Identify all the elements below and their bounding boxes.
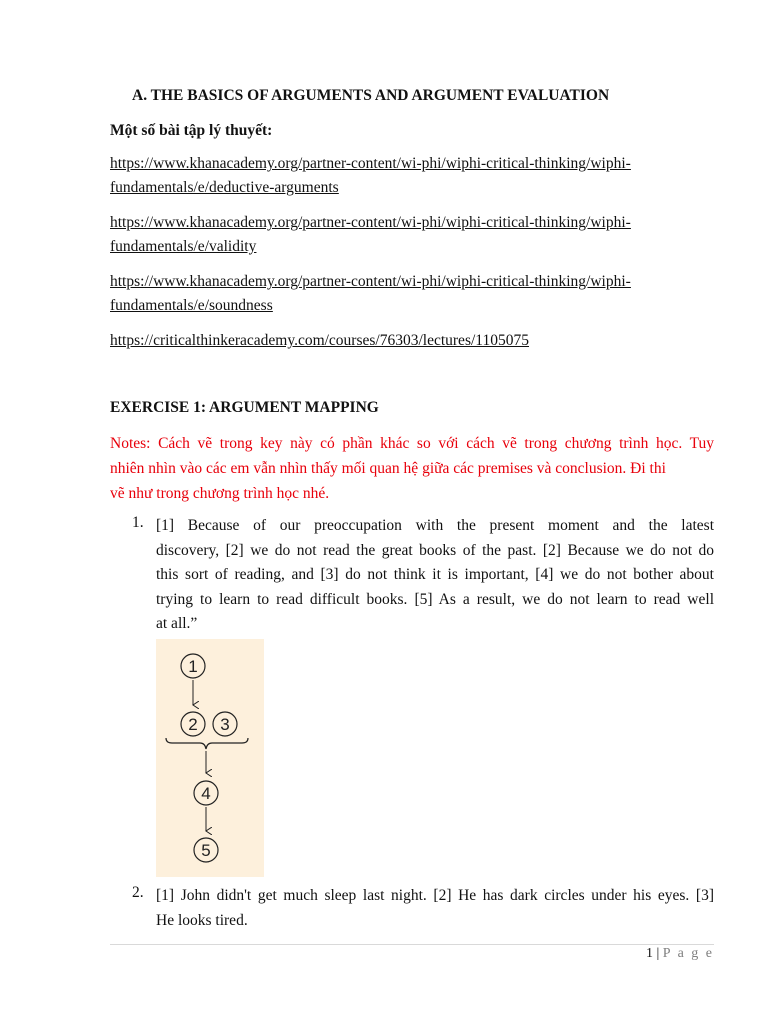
list-item-line: [1] Because of our preoccupation with the present moment and the latest (156, 517, 714, 534)
page-label: P a g e (662, 946, 714, 961)
link-soundness[interactable] (110, 270, 690, 318)
node-3-label: 3 (220, 715, 230, 734)
list-item-line: discovery, [2] we do not read the great books of the past. [2] Because we do not do (156, 541, 714, 559)
section-heading: A. THE BASICS OF ARGUMENTS AND ARGUMENT EVALUATION (132, 87, 610, 104)
exercise-title: EXERCISE 1: ARGUMENT MAPPING (110, 399, 379, 416)
link-validity[interactable] (110, 211, 690, 259)
list-item-line: at all.” (156, 615, 198, 632)
link-critical-thinker-academy[interactable] (110, 329, 690, 353)
list-item-line: this sort of reading, and [3] do not think it is important, [4] we do not bother about (156, 566, 714, 583)
page-footer (646, 946, 714, 962)
link-line[interactable]: https://www.khanacademy.org/partner-content/wi-phi/wiphi-critical-thinking/wiphi- (110, 155, 631, 172)
link-line[interactable]: fundamentals/e/validity (110, 238, 257, 255)
link-line[interactable]: fundamentals/e/deductive-arguments (110, 179, 339, 196)
node-1 (181, 654, 205, 678)
list-item-line: trying to learn to read difficult books. [5] As a result, we do not learn to read well (156, 590, 714, 608)
linked-premise-brace (166, 738, 248, 749)
notes-line: vẽ như trong chương trình học nhé. (110, 485, 330, 502)
node-2-label: 2 (188, 715, 198, 734)
link-deductive-arguments[interactable] (110, 152, 690, 200)
page-number: 1 (645, 946, 653, 961)
notes-line: nhiên nhìn vào các em vẫn nhìn thấy mối quan hệ giữa các premises và conclusion. Đi thi (110, 460, 666, 477)
argument-map-svg (156, 639, 264, 877)
notes-line: Notes: Cách vẽ trong key này có phần khác so với cách vẽ trong chương trình học. Tuy (110, 435, 714, 452)
list-item (156, 884, 714, 933)
node-4-label: 4 (201, 784, 211, 803)
node-2 (181, 712, 205, 736)
node-4 (194, 781, 218, 805)
list-item-number: 1. (132, 514, 144, 531)
node-5-label: 5 (201, 841, 211, 860)
list-item-number: 2. (132, 884, 144, 901)
list-item-line: He looks tired. (156, 911, 248, 929)
exercises-subheading: Một số bài tập lý thuyết: (110, 122, 273, 139)
notes-paragraph (110, 431, 714, 506)
footer-divider (110, 944, 714, 945)
node-3 (213, 712, 237, 736)
link-line[interactable]: https://www.khanacademy.org/partner-content/wi-phi/wiphi-critical-thinking/wiphi- (110, 273, 631, 290)
list-item-line: [1] John didn't get much sleep last night. [2] He has dark circles under his eyes. [3] (156, 887, 714, 904)
page-separator: | (656, 946, 660, 961)
link-line[interactable]: https://criticalthinkeracademy.com/courses/76303/lectures/1105075 (110, 332, 529, 349)
link-line[interactable]: fundamentals/e/soundness (110, 297, 273, 314)
argument-map-diagram (156, 639, 264, 877)
link-line[interactable]: https://www.khanacademy.org/partner-content/wi-phi/wiphi-critical-thinking/wiphi- (110, 214, 631, 231)
node-1-label: 1 (188, 657, 198, 676)
list-item (156, 514, 714, 637)
node-5 (194, 838, 218, 862)
